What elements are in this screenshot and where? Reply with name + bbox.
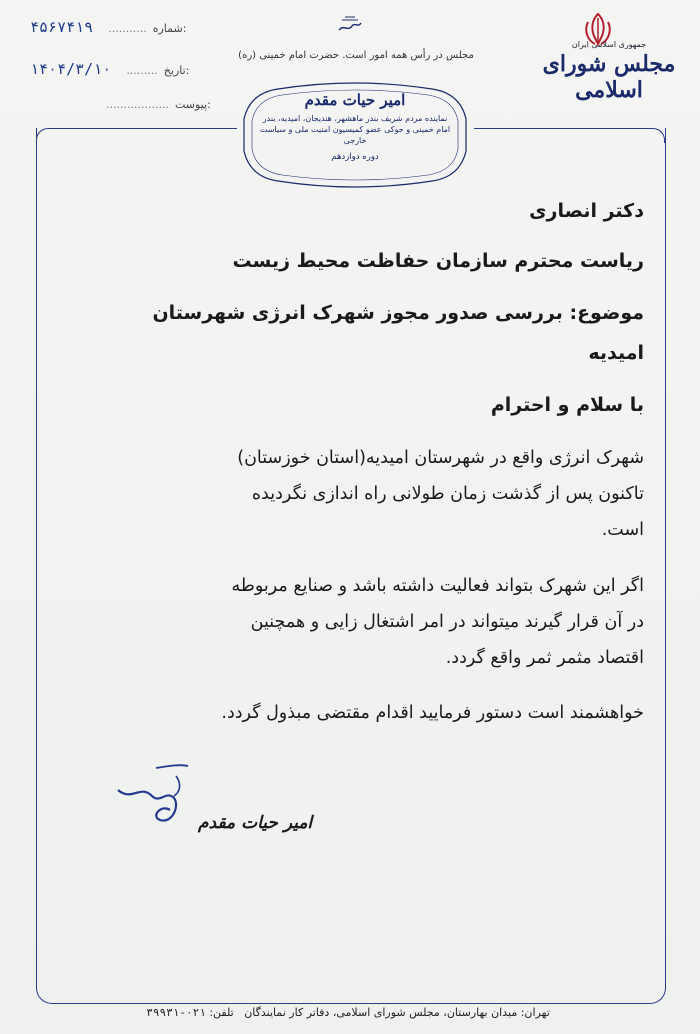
recipient: دکتر انصاری — [529, 200, 644, 222]
logo-title: مجلس شورای اسلامی — [542, 51, 676, 103]
letter-date-label: تاریخ: — [163, 64, 190, 77]
letter-number-row: ۴۵۶۷۴۱۹ ........... شماره: — [30, 18, 187, 36]
paragraph-2-line-3: اقتصاد مثمر ثمر واقع گردد. — [445, 648, 644, 668]
motto: مجلس در رأس همه امور است. حضرت امام خمینی (ره) — [238, 50, 474, 61]
subject-line-1: موضوع: بررسی صدور مجوز شهرک انرژی شهرستان — [152, 302, 644, 324]
letter-date-value: ۱۴۰۴/۳/۱۰ — [30, 60, 112, 78]
letter-date-row: ۱۴۰۴/۳/۱۰ ......... تاریخ: — [30, 60, 190, 78]
paragraph-1-line-3: است. — [601, 520, 644, 540]
paragraph-1-line-2: تاکنون پس از گذشت زمان طولانی راه اندازی نگردیده — [251, 484, 644, 504]
handwritten-signature — [110, 762, 210, 842]
footer-phone: ۰۲۱-۳۹۹۳۱ — [146, 1006, 206, 1019]
majlis-logo — [540, 40, 678, 103]
letter-number-label: شماره: — [152, 22, 187, 35]
bismillah-calligraphy-icon — [336, 14, 364, 36]
page-border-top-left — [36, 128, 237, 143]
badge-term: دوره دوازدهم — [331, 152, 379, 162]
recipient-title: ریاست محترم سازمان حفاظت محیط زیست — [232, 250, 644, 272]
paragraph-2-line-2: در آن قرار گیرند میتواند در امر اشتغال زایی و همچنین — [250, 612, 644, 632]
footer-phone-label: تلفن: — [209, 1006, 234, 1019]
page-border-top-right — [474, 128, 665, 143]
letter-attachment-label: پیوست: — [174, 98, 211, 111]
letter-attachment-row: .................. پیوست: — [106, 98, 211, 111]
signer-name: امیر حیات مقدم — [198, 813, 313, 833]
paragraph-1-line-1: شهرک انرژی واقع در شهرستان امیدیه(استان خوزستان) — [237, 448, 644, 468]
letter-number-value: ۴۵۶۷۴۱۹ — [30, 18, 94, 36]
paragraph-3: خواهشمند است دستور فرمایید اقدام مقتضی مبذول گردد. — [221, 703, 644, 723]
subject-line-2: امیدیه — [588, 342, 644, 364]
logo-subtitle: جمهوری اسلامی ایران — [571, 40, 647, 49]
greeting: با سلام و احترام — [490, 394, 644, 416]
badge-description: نماینده مردم شریف بندر ماهشهر، هندیجان، امیدیه، بندر امام خمینی و جوکی عضو کمیسیون امنیت ملی و سیاست خارجی — [259, 114, 451, 145]
footer-address: تهران: میدان بهارستان، مجلس شورای اسلامی، دفاتر کار نمایندگان — [244, 1006, 550, 1019]
paragraph-2-line-1: اگر این شهرک بتواند فعالیت داشته باشد و صنایع مربوطه — [231, 576, 644, 596]
footer — [80, 1006, 616, 1019]
badge-name: امیر حیات مقدم — [304, 91, 406, 109]
